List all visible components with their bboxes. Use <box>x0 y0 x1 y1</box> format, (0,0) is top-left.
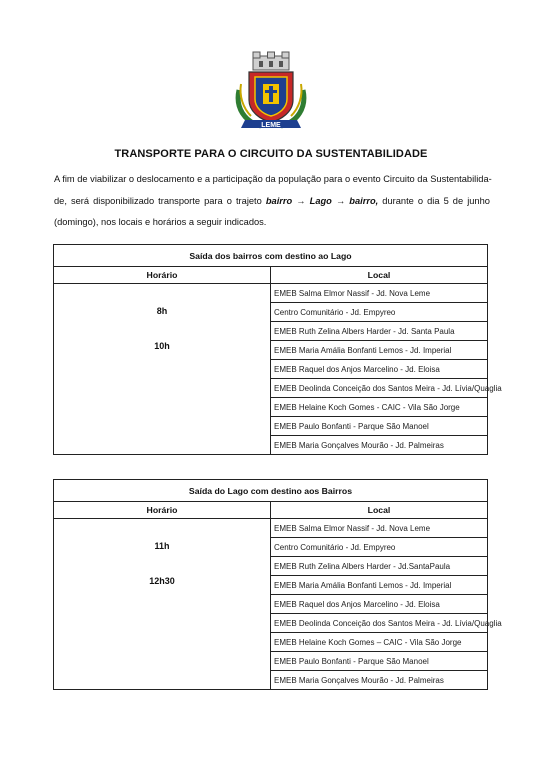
route-return: bairro, <box>349 195 379 206</box>
table-row: EMEB Maria Amália Bonfanti Lemos - Jd. Imperial <box>271 341 488 360</box>
time-value: 8h <box>156 306 168 316</box>
time-value: 11h <box>154 541 170 551</box>
intro-paragraph <box>54 169 490 234</box>
table-row: EMEB Deolinda Conceição dos Santos Meira - Jd. Lívia/Quaglia <box>271 379 488 398</box>
table-row: EMEB Maria Gonçalves Mourão - Jd. Palmeiras <box>271 436 488 455</box>
intro-line-2 <box>54 191 490 213</box>
municipal-coat-of-arms-icon <box>229 50 313 134</box>
column-header-place: Local <box>271 267 488 284</box>
table-row: EMEB Salma Elmor Nassif - Jd. Nova Leme <box>271 284 488 303</box>
table-row: EMEB Deolinda Conceição dos Santos Meira - Jd. Lívia/Quaglia <box>271 614 488 633</box>
table-row: EMEB Raquel dos Anjos Marcelino - Jd. Eloisa <box>271 360 488 379</box>
departure-times <box>54 284 271 455</box>
table-row: EMEB Helaine Koch Gomes - CAIC - Vila São Jorge <box>271 398 488 417</box>
table-row: EMEB Ruth Zelina Albers Harder - Jd.SantaPaula <box>271 557 488 576</box>
table-row: EMEB Paulo Bonfanti - Parque São Manoel <box>271 417 488 436</box>
table-row: EMEB Paulo Bonfanti - Parque São Manoel <box>271 652 488 671</box>
table-row: Centro Comunitário - Jd. Empyreo <box>271 303 488 322</box>
intro-line-3: (domingo), nos locais e horários a seguir indicados. <box>54 217 267 227</box>
schedule-table-to-neighborhoods <box>53 479 502 690</box>
column-header-time: Horário <box>54 267 271 284</box>
arrow-right-icon: → <box>335 195 346 206</box>
table-row: Centro Comunitário - Jd. Empyreo <box>271 538 488 557</box>
route-origin: bairro <box>265 195 293 206</box>
intro-text: de, será disponibilizado transporte para o trajeto <box>54 195 262 206</box>
table-row: EMEB Salma Elmor Nassif - Jd. Nova Leme <box>271 519 488 538</box>
column-header-time: Horário <box>54 502 271 519</box>
column-header-place: Local <box>271 502 488 519</box>
arrow-right-icon: → <box>296 195 306 206</box>
time-value: 10h <box>154 341 170 351</box>
table-row: EMEB Raquel dos Anjos Marcelino - Jd. Eloisa <box>271 595 488 614</box>
schedule-table-to-lake <box>53 244 502 455</box>
intro-line-1: A fim de viabilizar o deslocamento e a participação da população para o evento Circuito da Sustentabilida- <box>54 174 492 184</box>
table-row: EMEB Helaine Koch Gomes – CAIC - Vila São Jorge <box>271 633 488 652</box>
table-caption: Saída do Lago com destino aos Bairros <box>54 480 488 502</box>
page-title: TRANSPORTE PARA O CIRCUITO DA SUSTENTABILIDADE <box>114 148 428 160</box>
route-lake: Lago <box>309 195 332 206</box>
departure-times <box>54 519 271 690</box>
time-value: 12h30 <box>149 576 175 586</box>
table-row: EMEB Maria Amália Bonfanti Lemos - Jd. Imperial <box>271 576 488 595</box>
crest-ribbon-text: LEME <box>261 122 281 129</box>
table-row: EMEB Ruth Zelina Albers Harder - Jd. Santa Paula <box>271 322 488 341</box>
table-caption: Saída dos bairros com destino ao Lago <box>54 245 488 267</box>
intro-text: durante o dia 5 de junho <box>382 195 490 206</box>
table-row: EMEB Maria Gonçalves Mourão - Jd. Palmeiras <box>271 671 488 690</box>
